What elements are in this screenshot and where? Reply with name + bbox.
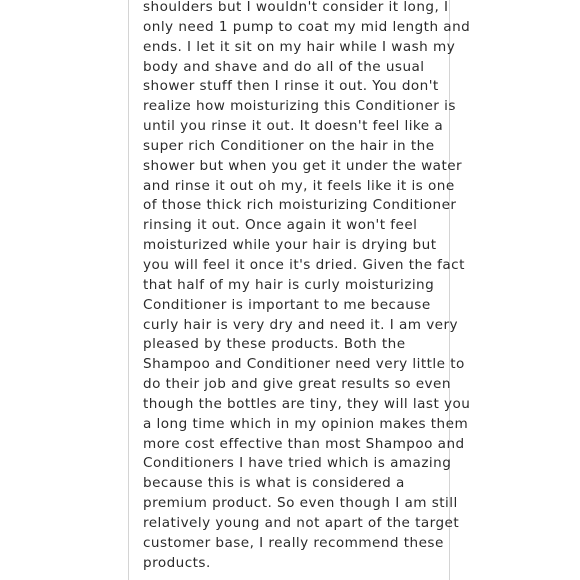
review-line: more cost effective than most Shampoo and xyxy=(143,435,465,452)
review-line: rinsing it out. Once again it won't feel xyxy=(143,217,418,234)
review-line: curly hair is very dry and need it. I am very xyxy=(143,316,459,333)
review-line: until you rinse it out. It doesn't feel like a xyxy=(143,118,444,135)
review-line: Conditioners I have tried which is amazing xyxy=(143,455,452,472)
review-line: body and shave and do all of the usual xyxy=(143,58,425,75)
review-line: super rich Conditioner on the hair in the xyxy=(143,137,435,154)
review-line: realize how moisturizing this Conditioner is xyxy=(143,98,456,115)
review-card xyxy=(128,0,471,580)
review-line: shower but when you get it under the water xyxy=(143,157,463,174)
review-line: Shampoo and Conditioner need very little to xyxy=(143,356,465,373)
review-line: ends. I let it sit on my hair while I wash my xyxy=(143,38,456,55)
review-line: moisturized while your hair is drying but xyxy=(143,237,437,254)
review-text xyxy=(129,0,471,573)
review-line: customer base, I really recommend these xyxy=(143,534,444,551)
review-line: Conditioner is important to me because xyxy=(143,296,431,313)
review-line: of those thick rich moisturizing Conditioner xyxy=(143,197,457,214)
review-line: products. xyxy=(143,554,211,571)
review-line: do their job and give great results so even xyxy=(143,376,451,393)
review-line: only need 1 pump to coat my mid length and xyxy=(143,18,471,35)
review-line: because this is what is considered a xyxy=(143,475,405,492)
review-line: relatively young and not apart of the target xyxy=(143,514,460,531)
review-line: you will feel it once it's dried. Given the fact xyxy=(143,256,465,273)
review-line: pleased by these products. Both the xyxy=(143,336,406,353)
review-line: premium product. So even though I am still xyxy=(143,495,458,512)
review-line: a long time which in my opinion makes them xyxy=(143,415,469,432)
review-line: that half of my hair is curly moisturizing xyxy=(143,276,435,293)
review-line: shoulders but I wouldn't consider it long, I xyxy=(143,0,449,15)
review-line: shower stuff then I rinse it out. You don't xyxy=(143,78,439,95)
review-line: and rinse it out oh my, it feels like it is one xyxy=(143,177,455,194)
review-line: though the bottles are tiny, they will last you xyxy=(143,395,471,412)
